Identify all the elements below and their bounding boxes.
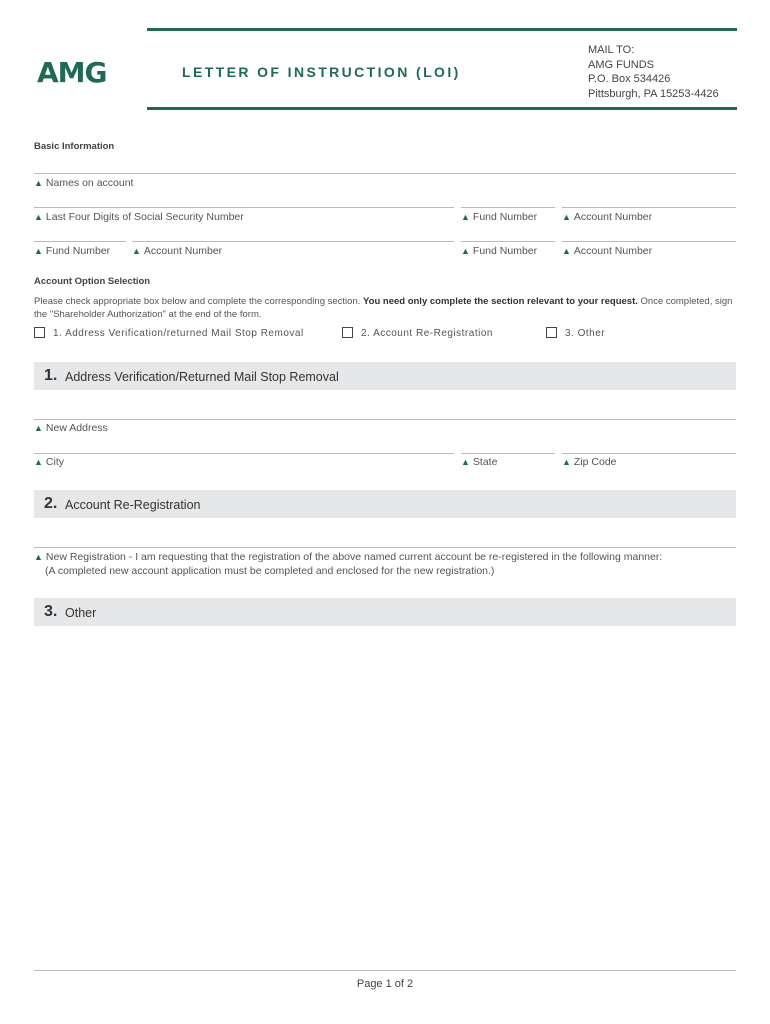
new-address-field[interactable] bbox=[34, 419, 736, 420]
footer-rule bbox=[34, 970, 736, 971]
triangle-icon: ▲ bbox=[132, 246, 141, 256]
option-other[interactable]: 3. Other bbox=[546, 327, 605, 339]
fund-number-field-1[interactable] bbox=[461, 207, 555, 208]
triangle-icon: ▲ bbox=[461, 246, 470, 256]
section-2-number: 2. bbox=[44, 495, 58, 512]
state-field[interactable] bbox=[461, 453, 555, 454]
triangle-icon: ▲ bbox=[461, 212, 470, 222]
section-2-title: Account Re-Registration bbox=[65, 498, 201, 512]
account-number-field-1[interactable] bbox=[562, 207, 736, 208]
fund-number-label-3: ▲ Fund Number bbox=[461, 245, 538, 257]
checkbox[interactable] bbox=[546, 327, 557, 338]
checkbox[interactable] bbox=[342, 327, 353, 338]
new-registration-text: ▲ New Registration - I am requesting that the registration of the above named current account be re-registered in the following manner: (A completed new account application must be completed and enclosed for the new registration.) bbox=[34, 551, 663, 577]
triangle-icon: ▲ bbox=[34, 423, 43, 433]
triangle-icon: ▲ bbox=[34, 552, 43, 562]
section-2-header bbox=[34, 490, 736, 518]
account-option-heading: Account Option Selection bbox=[34, 276, 151, 287]
triangle-icon: ▲ bbox=[562, 212, 571, 222]
mail-to-label: MAIL TO: bbox=[588, 44, 635, 56]
ssn-label: ▲ Last Four Digits of Social Security Number bbox=[34, 211, 244, 223]
section-1-header bbox=[34, 362, 736, 390]
account-number-field-3[interactable] bbox=[562, 241, 736, 242]
zip-code-field[interactable] bbox=[562, 453, 736, 454]
amg-logo: AMG bbox=[37, 56, 107, 89]
account-number-field-2[interactable] bbox=[132, 241, 454, 242]
fund-number-field-3[interactable] bbox=[461, 241, 555, 242]
header-rule-top bbox=[147, 28, 737, 31]
account-number-label-3: ▲ Account Number bbox=[562, 245, 653, 257]
mail-to-line2: P.O. Box 534426 bbox=[588, 73, 671, 85]
triangle-icon: ▲ bbox=[34, 457, 43, 467]
triangle-icon: ▲ bbox=[34, 178, 43, 188]
triangle-icon: ▲ bbox=[34, 212, 43, 222]
city-label: ▲ City bbox=[34, 456, 65, 468]
triangle-icon: ▲ bbox=[562, 246, 571, 256]
account-number-label-2: ▲ Account Number bbox=[132, 245, 223, 257]
state-label: ▲ State bbox=[461, 456, 498, 468]
section-1-number: 1. bbox=[44, 367, 58, 384]
header-rule-bottom bbox=[147, 107, 737, 110]
section-3-number: 3. bbox=[44, 603, 58, 620]
account-number-label-1: ▲ Account Number bbox=[562, 211, 653, 223]
checkbox[interactable] bbox=[34, 327, 45, 338]
mail-to-block bbox=[588, 43, 719, 101]
triangle-icon: ▲ bbox=[461, 457, 470, 467]
mail-to-line3: Pittsburgh, PA 15253-4426 bbox=[588, 87, 719, 100]
mail-to-line1: AMG FUNDS bbox=[588, 58, 654, 71]
triangle-icon: ▲ bbox=[34, 246, 43, 256]
section-3-title: Other bbox=[65, 606, 97, 620]
names-on-account-field[interactable] bbox=[34, 173, 736, 174]
section-1-title: Address Verification/Returned Mail Stop Removal bbox=[65, 370, 339, 384]
names-on-account-label: ▲ Names on account bbox=[34, 177, 134, 189]
fund-number-label-2: ▲ Fund Number bbox=[34, 245, 111, 257]
fund-number-label-1: ▲ Fund Number bbox=[461, 211, 538, 223]
option-address-verification[interactable]: 1. Address Verification/returned Mail Stop Removal bbox=[34, 327, 304, 339]
document-title: LETTER OF INSTRUCTION (LOI) bbox=[182, 64, 461, 80]
ssn-field[interactable] bbox=[34, 207, 454, 208]
page-number: Page 1 of 2 bbox=[356, 978, 414, 990]
zip-code-label: ▲ Zip Code bbox=[562, 456, 617, 468]
triangle-icon: ▲ bbox=[562, 457, 571, 467]
new-registration-field[interactable] bbox=[34, 547, 736, 548]
option-account-re-registration[interactable]: 2. Account Re-Registration bbox=[342, 327, 493, 339]
city-field[interactable] bbox=[34, 453, 454, 454]
account-option-instructions: Please check appropriate box below and complete the corresponding section. You need only complete the section relevant to your request. Once completed, sign the "Shareholder Authorization" at the end of the form. bbox=[34, 296, 733, 320]
new-address-label: ▲ New Address bbox=[34, 422, 108, 434]
fund-number-field-2[interactable] bbox=[34, 241, 126, 242]
basic-info-heading: Basic Information bbox=[34, 141, 115, 152]
section-3-header bbox=[34, 598, 736, 626]
